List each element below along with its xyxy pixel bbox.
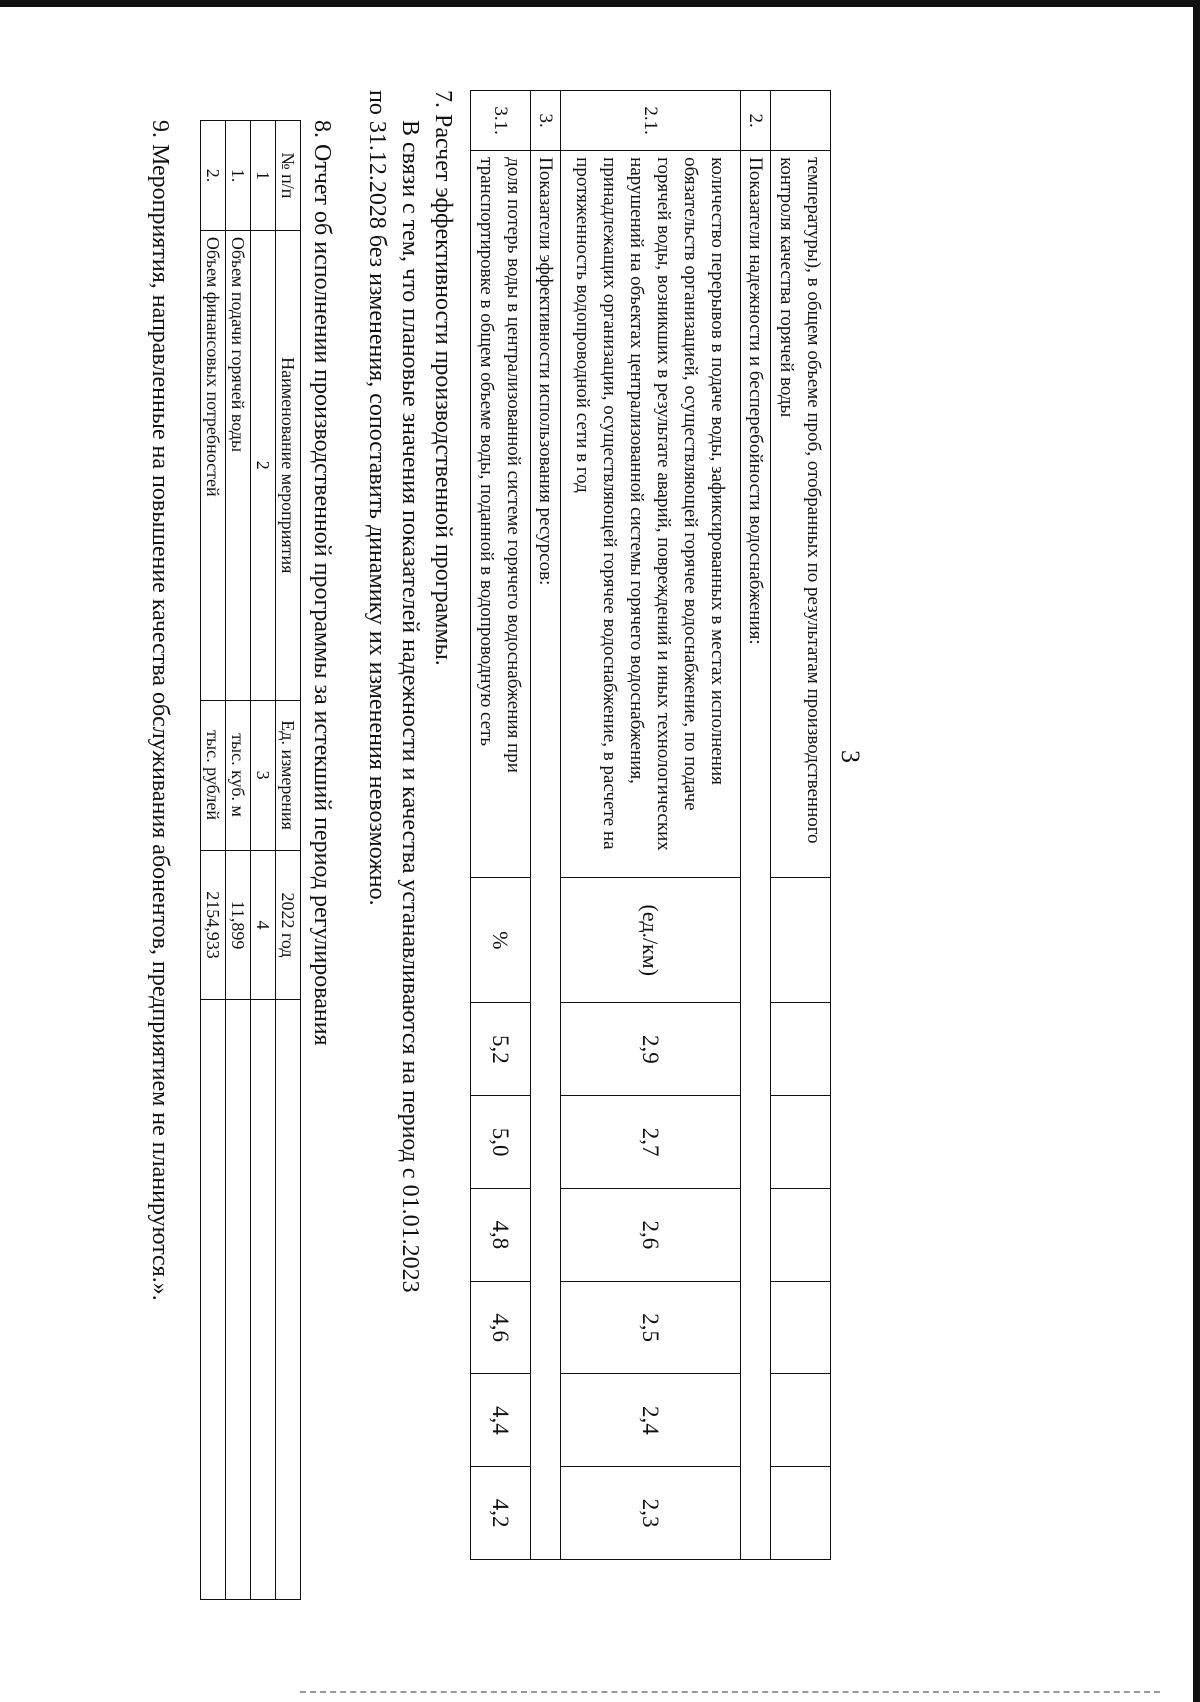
value-cell xyxy=(771,1467,831,1560)
section-heading: Показатели надежности и бесперебойности водоснабжения: xyxy=(741,151,771,1560)
value-cell xyxy=(771,1188,831,1281)
section-7-line-2: по 31.12.2028 без изменения, сопоставить динамику их изменения невозможно. xyxy=(364,90,390,906)
value-cell: 2,6 xyxy=(561,1188,741,1281)
section-9-text: 9. Мероприятия, направленные на повышение качества обслуживания абонентов, предприятием не планируются.». xyxy=(147,120,173,1301)
table-row xyxy=(471,91,531,1560)
row-number: 2.1. xyxy=(561,91,741,151)
value-cell xyxy=(771,1374,831,1467)
indicator-unit: (ед./км) xyxy=(561,878,741,1003)
indicator-name: доля потерь воды в централизованной системе горячего водоснабжения при транспортировке в общем объеме воды, поданной в водопроводную сеть xyxy=(471,151,531,878)
value-cell xyxy=(771,1281,831,1374)
measure-unit: тыс. рублей xyxy=(201,700,226,850)
indicators-table xyxy=(470,90,831,1560)
value-cell xyxy=(771,1003,831,1096)
indicator-name: температуры), в общем объеме проб, отобранных по результатам производственного контроля качества горячей воды xyxy=(771,151,831,878)
value-cell: 4,6 xyxy=(471,1281,531,1374)
empty-cell xyxy=(226,1000,251,1600)
column-header: Ед. измерения xyxy=(276,700,301,850)
scan-top-border xyxy=(0,0,1200,7)
row-number: 3.1. xyxy=(471,91,531,151)
empty-cell xyxy=(251,1000,276,1600)
empty-cell xyxy=(201,1000,226,1600)
table-row xyxy=(771,91,831,1560)
column-number: 1 xyxy=(251,121,276,231)
row-number: 2. xyxy=(741,91,771,151)
section-7-line-1: В связи с тем, что плановые значения показателей надежности и качества устанавливаются на период с 01.01.2023 xyxy=(397,120,423,1293)
column-number: 3 xyxy=(251,700,276,850)
value-cell: 4,4 xyxy=(471,1374,531,1467)
value-cell: 2,4 xyxy=(561,1374,741,1467)
indicator-name: количество перерывов в подаче воды, зафиксированных в местах исполнения обязательств организацией, осуществляющей горячее водоснабжение, по подаче горячей воды, возникших в результате аварий, повреждений и иных технологических нарушений на объектах централизованной системы горячего водоснабжения, принадлежащих организации, осуществляющей горячее водоснабжение, в расчете на протяженность водопроводной сети в год xyxy=(561,151,741,878)
table-row xyxy=(561,91,741,1560)
measure-value: 11,899 xyxy=(226,850,251,1000)
value-cell: 5,0 xyxy=(471,1096,531,1189)
table-row xyxy=(226,121,251,1600)
column-header: № п/п xyxy=(276,121,301,231)
rotated-page xyxy=(131,80,891,1560)
page-number: 3 xyxy=(836,750,865,763)
table-row xyxy=(251,121,276,1600)
scan-right-border xyxy=(1193,0,1200,1702)
measure-value: 2154,933 xyxy=(201,850,226,1000)
value-cell: 4,2 xyxy=(471,1467,531,1560)
column-number: 2 xyxy=(251,230,276,700)
measure-name: Объем финансовых потребностей xyxy=(201,230,226,700)
value-cell: 2,3 xyxy=(561,1467,741,1560)
value-cell: 2,9 xyxy=(561,1003,741,1096)
section-7-heading: 7. Расчет эффективности производственной программы. xyxy=(430,90,456,666)
table-row xyxy=(201,121,226,1600)
column-header: 2022 год xyxy=(276,850,301,1000)
measure-unit: тыс. куб. м xyxy=(226,700,251,850)
table-row xyxy=(531,91,561,1560)
table-header-row xyxy=(276,121,301,1600)
indicator-unit: % xyxy=(471,878,531,1003)
table-row xyxy=(741,91,771,1560)
row-number: 2. xyxy=(201,121,226,231)
measure-name: Объем подачи горячей воды xyxy=(226,230,251,700)
value-cell: 2,7 xyxy=(561,1096,741,1189)
value-cell xyxy=(771,1096,831,1189)
value-cell: 5,2 xyxy=(471,1003,531,1096)
row-number: 3. xyxy=(531,91,561,151)
section-8-heading: 8. Отчет об исполнении производственной программы за истекший период регулирования xyxy=(309,120,335,1046)
column-number: 4 xyxy=(251,850,276,1000)
indicator-unit xyxy=(771,878,831,1003)
report-table xyxy=(200,120,301,1600)
section-heading: Показатели эффективности использования ресурсов: xyxy=(531,151,561,1560)
value-cell: 2,5 xyxy=(561,1281,741,1374)
column-header: Наименование мероприятия xyxy=(276,230,301,700)
row-number: 1. xyxy=(226,121,251,231)
value-cell: 4,8 xyxy=(471,1188,531,1281)
scan-bottom-edge xyxy=(300,1691,1160,1693)
empty-cell xyxy=(276,1000,301,1600)
row-number xyxy=(771,91,831,151)
